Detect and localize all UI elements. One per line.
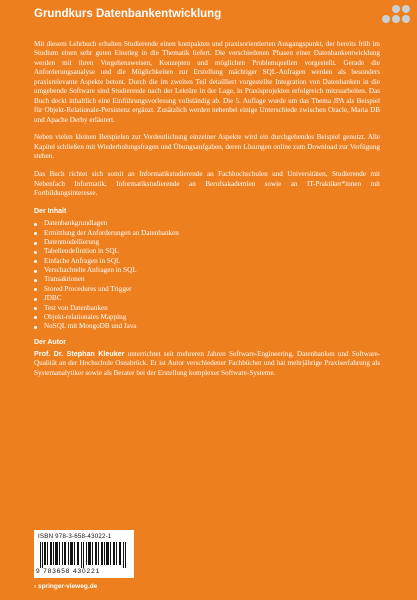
list-item: Stored Procedures und Trigger [34,285,380,294]
list-item: Ermittlung der Anforderungen an Datenbanken [34,229,380,238]
list-item: JDBC [34,294,380,303]
springer-logo [378,5,412,25]
list-item: Verschachtelte Anfragen in SQL [34,266,380,275]
author-heading: Der Autor [34,338,67,346]
isbn-label: ISBN 978-3-658-43022-1 [38,533,112,540]
list-item: Datenbankgrundlagen [34,219,380,228]
ean-digits: 9 783658 430221 [36,568,101,575]
list-item: NoSQL mit MongoDB und Java [34,322,380,331]
list-item: Tabellendefinition in SQL [34,247,380,256]
list-item: Test von Datenbanken [34,304,380,313]
description-paragraph: Das Buch richtet sich somit an Informatikstudierende an Fachhochschulen und Universitäten, Studierende mit Nebenfach Informatik, Informatikstudierende an Berufsakademien sowie an IT-Praktiker*innen mit Fortbildungsinteresse. [34,170,380,198]
list-item: Datenmodellierung [34,238,380,247]
description-paragraph: Neben vielen kleinen Beispielen zur Verdeutlichung einzelner Aspekte wird ein durchgehendes Beispiel genutzt. Alle Kapitel schließen mit Wiederholungsfragen und Übungsaufgaben, deren Lösungen online zum Download zur Verfügung stehen. [34,133,380,161]
author-bio-paragraph [34,350,380,378]
back-cover-text [34,40,380,387]
author-name: Prof. Dr. Stephan Kleuker [34,349,125,358]
barcode-bars [40,542,128,568]
description-paragraph: Mit diesem Lehrbuch erhalten Studierende einen kompakten und praxisorientierten Ausgangspunkt, der bereits früh im Studium einen sehr guten Einstieg in die Thematik liefert. Die verschiedenen Phasen einer Datenbankentwicklung werden mit ihren Vorgehensweisen, Konzepten und möglichen Problemquellen vorgestellt. Gerade die Anforderungsanalyse und die Möglichkeiten zur Erstellung mächtiger SQL-Anfragen werden als besonders praxisrelevante Aspekte betont. Durch die im zweiten Teil detailliert vorgestellte Integration von Datenbanken in die umgebende Software sind Studierende nach der Lektüre in der Lage, in Praxisprojekten erfolgreich mitzuarbeiten. Das Buch deckt inhaltlich eine Einführungsvorlesung vollständig ab. Die 5. Auflage wurde um das Thema JPA als Beispiel für Objekt-Relationale-Persistenz ergänzt. Zusätzlich werden nebenbei einige Unterschiede zwischen Oracle, Maria DB und Apache Derby erläutert. [34,40,380,124]
contents-list [34,219,380,331]
author-bio: unterrichtet seit mehreren Jahren Software-Engineering, Datenbanken und Software-Qualität an der Hochschule Osnabrück. Er ist Autor verschiedener Fachbücher und hat mehrjährige Praxiserfahrung als Systemanalytiker sowie als Berater bei der Erstellung komplexer Software-Systeme. [34,349,380,377]
list-item: Transaktionen [34,275,380,284]
contents-heading: Der Inhalt [34,208,67,216]
publisher-link[interactable]: › springer-vieweg.de [34,583,98,590]
isbn-barcode [34,530,134,578]
list-item: Objekt-relationales Mapping [34,313,380,322]
book-title: Grundkurs Datenbankentwicklung [34,8,222,20]
list-item: Einfache Anfragen in SQL [34,257,380,266]
